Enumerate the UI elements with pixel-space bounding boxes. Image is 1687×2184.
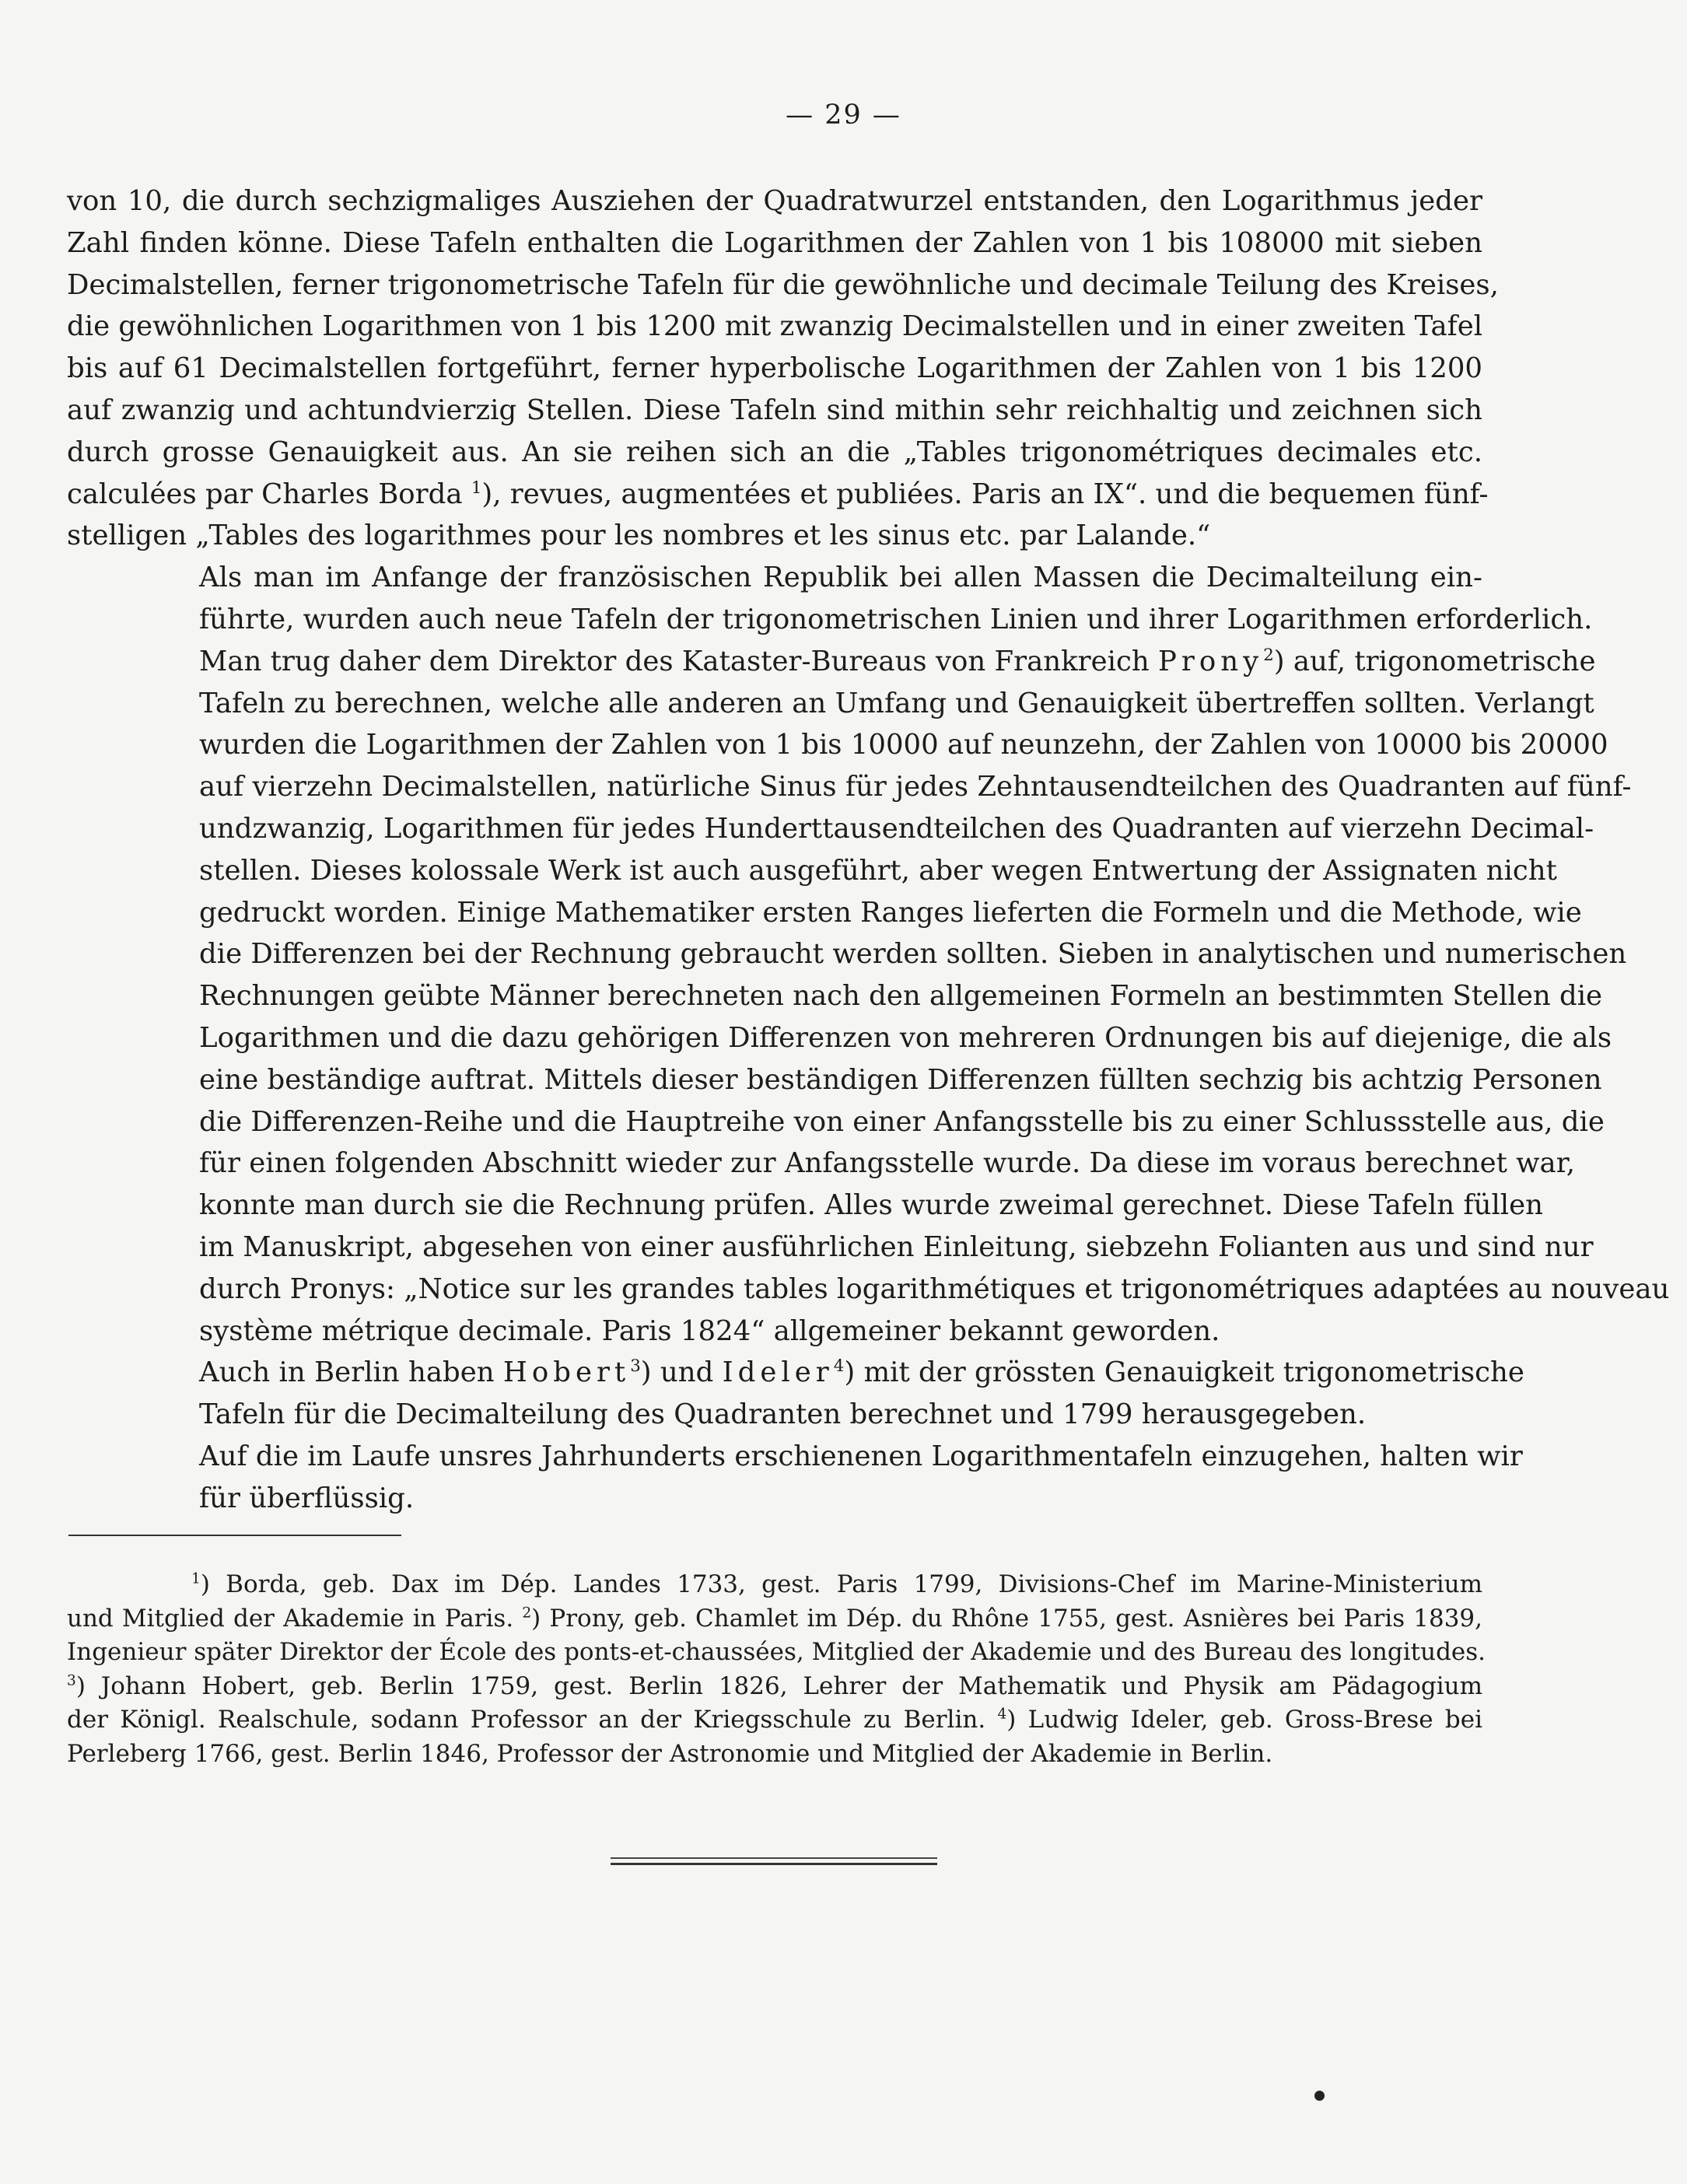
text-line: Rechnungen geübte Männer berechneten nach den allgemeinen Formeln an bestimmten Stellen die (199, 980, 1603, 1013)
footnote-marker: 3 (67, 1672, 76, 1689)
footnote-marker: 2 (522, 1605, 532, 1622)
name-hobert: Hobert (502, 1356, 631, 1389)
text-line: für überflüssig. (199, 1482, 415, 1514)
footnote-line: Ingenieur später Direktor der École des ponts-et-chaussées, Mitglied der Akademie und des Bureau des longitudes. (67, 1638, 1486, 1666)
paragraph-2 (67, 557, 1670, 1352)
name-ideler: Ideler (722, 1356, 834, 1389)
footnote-line: der Königl. Realschule, sodann Professor an der Kriegsschule zu Berlin. $^4$) Ludwig Ideler, geb. Gross-Brese bei (67, 1706, 1483, 1734)
text-line: stellen. Dieses kolossale Werk ist auch ausgeführt, aber wegen Entwertung der Assignaten nicht (199, 854, 1557, 887)
text-line: führte, wurden auch neue Tafeln der trigonometrischen Linien und ihrer Logarithmen erforderlich. (199, 603, 1593, 635)
text-line: stelligen „Tables des logarithmes pour les nombres et les sinus etc. par Lalande.“ (67, 520, 1211, 552)
main-text (67, 180, 1670, 1520)
text-line: gedruckt worden. Einige Mathematiker ersten Ranges lieferten die Formeln und die Methode, wie (199, 896, 1582, 929)
footnotes (67, 1568, 1486, 1771)
footnote-ref: 3 (630, 1356, 641, 1377)
paragraph-1 (67, 180, 1499, 557)
text-line: Auf die im Laufe unsres Jahrhunderts erschienenen Logarithmentafeln einzugehen, halten wir (199, 1440, 1523, 1472)
text-line: Decimalstellen, ferner trigonometrische Tafeln für die gewöhnliche und decimale Teilung des Kreises, (67, 268, 1499, 301)
paragraph-3 (67, 1352, 1524, 1436)
text-line: Tafeln zu berechnen, welche alle anderen an Umfang und Genauigkeit übertreffen sollten. Verlangt (199, 687, 1594, 719)
footnote-ref: 2 (1263, 645, 1274, 665)
footnote-line: $^3$) Johann Hobert, geb. Berlin 1759, gest. Berlin 1826, Lehrer der Mathematik und Physik am Pädagogium (67, 1671, 1482, 1700)
text-line: durch grosse Genauigkeit aus. An sie reihen sich an die „Tables trigonométriques decimales etc. (67, 436, 1482, 468)
text-line: wurden die Logarithmen der Zahlen von 1 bis 10000 auf neunzehn, der Zahlen von 10000 bis 20000 (199, 729, 1608, 761)
text-line: die Differenzen bei der Rechnung gebraucht werden sollten. Sieben in analytischen und numerischen (199, 938, 1627, 971)
footnote-line: und Mitglied der Akademie in Paris. $^2$) Prony, geb. Chamlet im Dép. du Rhône 1755, gest. Asnières bei Paris 1839, (67, 1604, 1482, 1633)
text-line: konnte man durch sie die Rechnung prüfen. Alles wurde zweimal gerechnet. Diese Tafeln füllen (199, 1189, 1544, 1222)
footnote-separator (68, 1535, 401, 1536)
name-prony: Prony (1158, 645, 1264, 677)
text-line: eine beständige auftrat. Mittels dieser beständigen Differenzen füllten sechzig bis achtzig Personen (199, 1063, 1602, 1096)
text-line: Zahl finden könne. Diese Tafeln enthalten die Logarithmen der Zahlen von 1 bis 108000 mit sieben (67, 226, 1482, 259)
text-line: von 10, die durch sechzigmaliges Ausziehen der Quadratwurzel entstanden, den Logarithmus jeder (67, 185, 1482, 217)
text-line: im Manuskript, abgesehen von einer ausführlichen Einleitung, siebzehn Folianten aus und sind nur (199, 1230, 1594, 1263)
text-line: die Differenzen-Reihe und die Hauptreihe von einer Anfangsstelle bis zu einer Schlussstelle aus, die (199, 1105, 1605, 1138)
footnote-marker: 1 (191, 1570, 201, 1587)
text-line: Logarithmen und die dazu gehörigen Differenzen von mehreren Ordnungen bis auf diejenige, die als (199, 1021, 1612, 1054)
text-line: bis auf 61 Decimalstellen fortgeführt, ferner hyperbolische Logarithmen der Zahlen von 1 bis 1200 (67, 352, 1482, 385)
paragraph-4 (67, 1436, 1523, 1520)
footnote-line: $^1$) Borda, geb. Dax im Dép. Landes 1733, gest. Paris 1799, Divisions-Chef im Marine-Ministerium (191, 1570, 1482, 1598)
footnote-marker: 4 (997, 1706, 1007, 1723)
text-line: die gewöhnlichen Logarithmen von 1 bis 1200 mit zwanzig Decimalstellen und in einer zweiten Tafel (67, 310, 1483, 343)
text-line: undzwanzig, Logarithmen für jedes Hunderttausendteilchen des Quadranten auf vierzehn Decimal- (199, 812, 1594, 845)
text-line: Man trug daher dem Direktor des Kataster-Bureaus von Frankreich Prony$^2$) auf, trigonometrische (199, 645, 1596, 677)
text-line: calculées par Charles Borda $^1$), revues, augmentées et publiées. Paris an IX“. und die bequemen fünf- (67, 478, 1489, 510)
page-number: — 29 — (786, 100, 901, 131)
text-line: Auch in Berlin haben Hobert$^3$) und Ideler$^4$) mit der grössten Genauigkeit trigonometrische (199, 1356, 1524, 1389)
text-line: für einen folgenden Abschnitt wieder zur Anfangsstelle wurde. Da diese im voraus berechnet war, (199, 1147, 1576, 1180)
end-ornament-rule (611, 1857, 937, 1870)
text-line: Tafeln für die Decimalteilung des Quadranten berechnet und 1799 herausgegeben. (199, 1398, 1367, 1431)
text-line: Als man im Anfange der französischen Republik bei allen Massen die Decimalteilung ein- (199, 562, 1482, 594)
text-line: auf vierzehn Decimalstellen, natürliche Sinus für jedes Zehntausendteilchen des Quadranten auf fünf- (199, 771, 1632, 803)
text-line: auf zwanzig und achtundvierzig Stellen. Diese Tafeln sind mithin sehr reichhaltig und zeichnen sich (67, 394, 1482, 426)
footnote-line: Perleberg 1766, gest. Berlin 1846, Professor der Astronomie und Mitglied der Akademie in Berlin. (67, 1739, 1273, 1768)
ink-dot (1314, 2091, 1325, 2101)
footnote-ref: 4 (833, 1356, 845, 1377)
text-line: système métrique decimale. Paris 1824“ allgemeiner bekannt geworden. (199, 1314, 1220, 1347)
text-line: durch Pronys: „Notice sur les grandes tables logarithmétiques et trigonométriques adaptées au nouveau (199, 1272, 1670, 1305)
footnote-ref: 1 (471, 478, 482, 498)
